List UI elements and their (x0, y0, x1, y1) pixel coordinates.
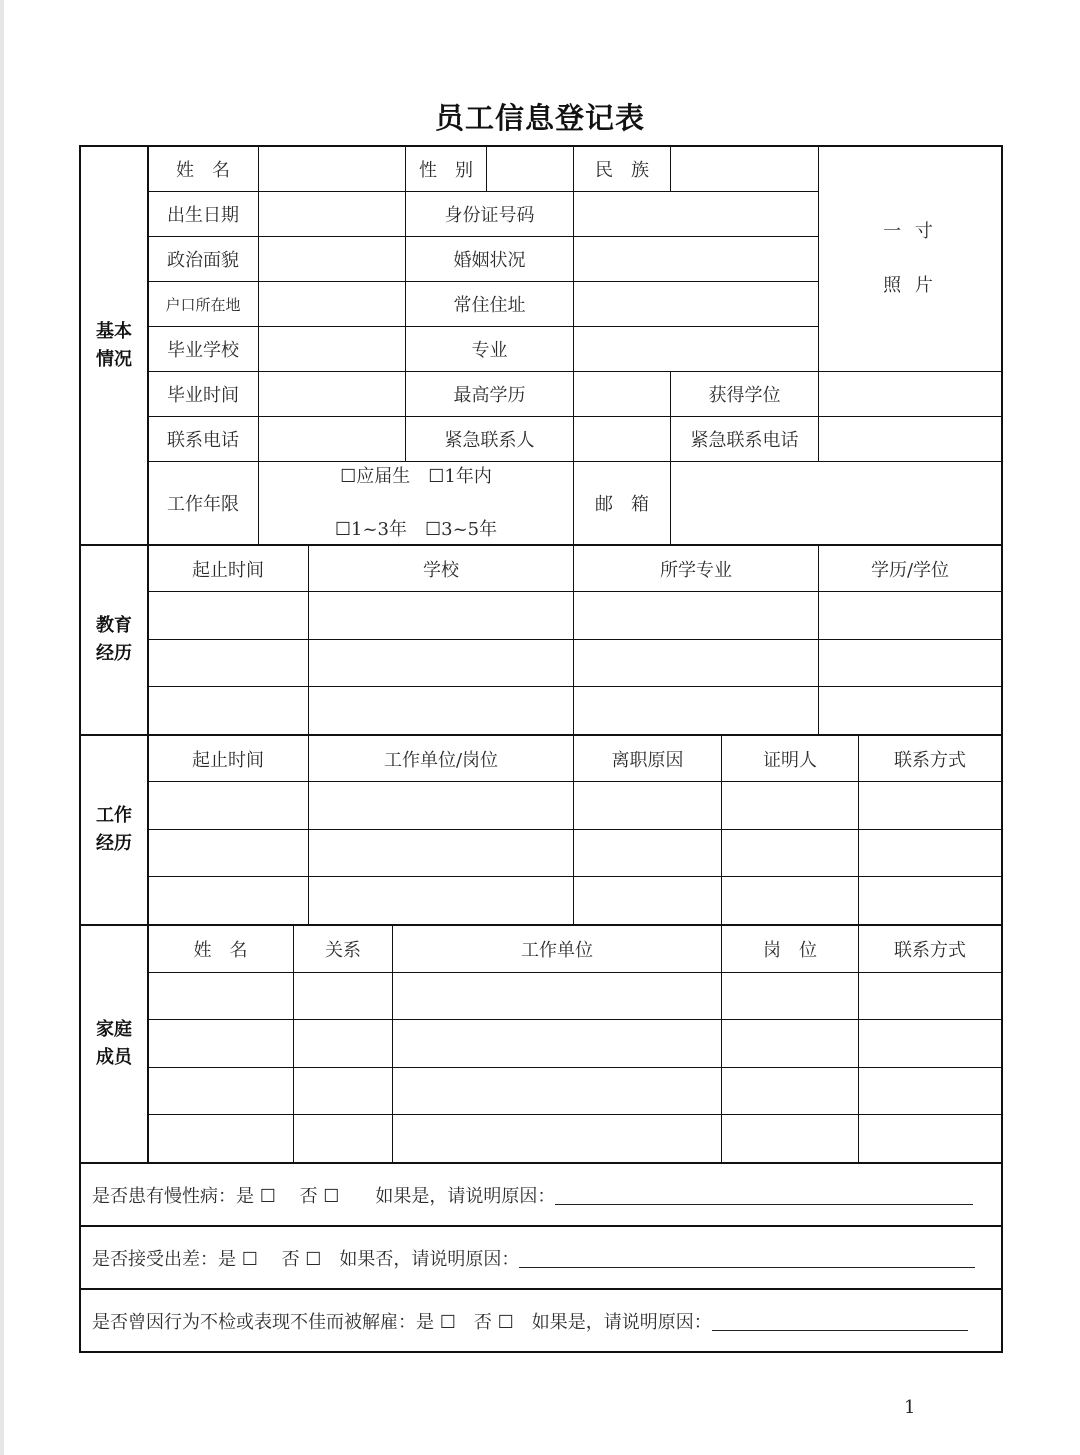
registration-form (79, 145, 1003, 1353)
emergency-contact-field[interactable] (574, 417, 670, 461)
birth-date-field[interactable] (259, 192, 405, 236)
photo-label-line1: 一 寸 (883, 221, 937, 242)
hukou-label: 户口所在地 (165, 295, 241, 314)
work-years-label: 工作年限 (167, 494, 239, 515)
work-header-leave-reason: 离职原因 (611, 749, 684, 771)
gender-label: 性 别 (419, 160, 473, 181)
id-number-label: 身份证号码 (444, 205, 535, 226)
major-field[interactable] (574, 327, 818, 371)
page-number: 1 (904, 1397, 916, 1418)
phone-label: 联系电话 (167, 430, 239, 451)
work-header-period: 起止时间 (192, 749, 264, 771)
row-line (148, 1067, 1001, 1068)
section-label-family: 家庭成员 (96, 1019, 132, 1068)
work-years-options[interactable] (259, 462, 573, 544)
section-label-work: 工作经历 (96, 805, 132, 854)
ethnicity-field[interactable] (671, 147, 818, 191)
row-line (148, 1019, 1001, 1020)
degree-field[interactable] (819, 372, 1001, 416)
political-label: 政治面貌 (167, 250, 239, 271)
family-header-employer: 工作单位 (521, 940, 593, 961)
dismissal-text: 是否曾因行为不检或表现不佳而被解雇：是 ☐ 否 ☐ 如果是，请说明原因： (92, 1311, 712, 1333)
email-label: 邮 箱 (595, 494, 649, 515)
edu-header-degree: 学历/学位 (870, 559, 950, 581)
section-label-education: 教育经历 (96, 615, 132, 664)
major-label: 专业 (471, 340, 508, 361)
residence-label: 常住住址 (453, 295, 526, 316)
name-field[interactable] (259, 147, 405, 191)
degree-label: 获得学位 (708, 385, 781, 406)
edu-header-period: 起止时间 (192, 559, 264, 581)
grad-time-label: 毕业时间 (167, 385, 239, 406)
chronic-illness-answer-line[interactable] (555, 1184, 973, 1205)
marital-field[interactable] (574, 237, 818, 281)
emergency-phone-field[interactable] (819, 417, 1001, 461)
row-line (148, 876, 1001, 877)
email-field[interactable] (671, 462, 1001, 544)
business-travel-question[interactable] (81, 1227, 1001, 1288)
page-edge (0, 0, 4, 1455)
chronic-illness-text: 是否患有慢性病：是 ☐ 否 ☐ 如果是，请说明原因： (92, 1185, 556, 1207)
edu-header-school: 学校 (423, 559, 459, 581)
education-level-label: 最高学历 (453, 385, 526, 406)
hukou-field[interactable] (259, 282, 405, 326)
row-line (148, 1114, 1001, 1115)
gender-field[interactable] (487, 147, 573, 191)
emergency-phone-label: 紧急联系电话 (690, 430, 799, 451)
row-line (148, 639, 1001, 640)
dismissal-question[interactable] (81, 1290, 1001, 1351)
section-label-basic: 基本情况 (96, 320, 132, 370)
dismissal-answer-line[interactable] (712, 1310, 968, 1331)
name-label: 姓 名 (176, 160, 230, 181)
political-field[interactable] (259, 237, 405, 281)
form-title: 员工信息登记表 (434, 101, 645, 135)
row-line (148, 829, 1001, 830)
family-header-relation: 关系 (325, 940, 361, 961)
ethnicity-label: 民 族 (595, 160, 649, 181)
residence-field[interactable] (574, 282, 818, 326)
business-travel-text: 是否接受出差：是 ☐ 否 ☐ 如果否，请说明原因： (92, 1248, 520, 1270)
family-header-name: 姓 名 (193, 940, 248, 961)
grad-time-field[interactable] (259, 372, 405, 416)
row-line (148, 972, 1001, 973)
family-header-contact: 联系方式 (894, 940, 966, 961)
work-header-reference: 证明人 (763, 749, 817, 771)
row-line (148, 591, 1001, 592)
work-header-employer: 工作单位/岗位 (383, 749, 499, 771)
id-number-field[interactable] (574, 192, 818, 236)
emergency-contact-label: 紧急联系人 (444, 430, 535, 451)
work-header-contact: 联系方式 (894, 749, 966, 771)
family-header-position: 岗 位 (763, 940, 817, 961)
work-years-option-row1[interactable]: ☐应届生 ☐1年内 (340, 466, 492, 487)
chronic-illness-question[interactable] (81, 1164, 1001, 1225)
row-line (148, 781, 1001, 782)
school-label: 毕业学校 (167, 340, 239, 361)
work-years-option-row2[interactable]: ☐1~3年 ☐3~5年 (334, 519, 498, 540)
photo-box[interactable] (819, 147, 1001, 371)
photo-label-line2: 照 片 (883, 275, 937, 296)
marital-label: 婚姻状况 (453, 250, 526, 271)
birth-date-label: 出生日期 (167, 205, 239, 226)
row-line (148, 686, 1001, 687)
school-field[interactable] (259, 327, 405, 371)
business-travel-answer-line[interactable] (519, 1247, 975, 1268)
education-level-field[interactable] (574, 372, 670, 416)
edu-header-major: 所学专业 (660, 559, 732, 581)
